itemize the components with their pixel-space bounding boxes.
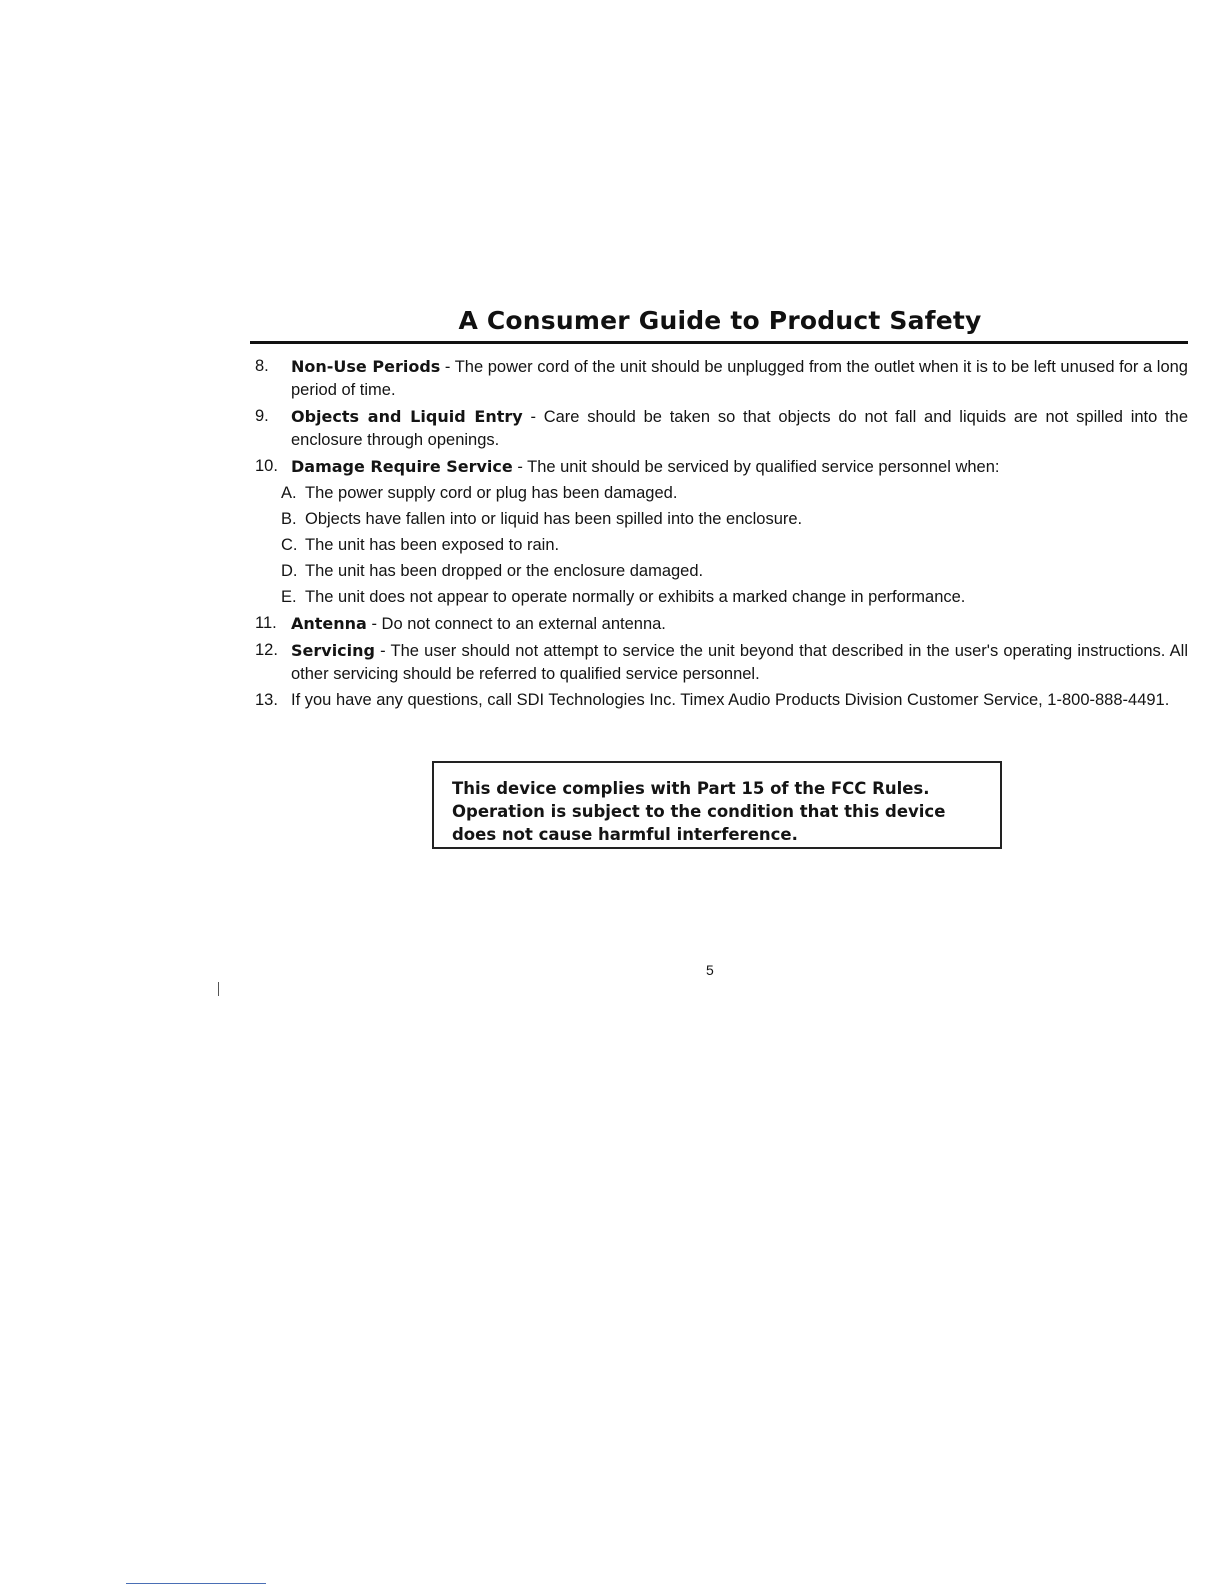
sub-item-letter: D. <box>281 562 298 580</box>
item-term: Damage Require Service <box>291 457 513 476</box>
item-description: - The power cord of the unit should be unplugged from the outlet when it is to be left unused for a long period of time. <box>291 358 1188 399</box>
item-term: Antenna <box>291 614 367 633</box>
list-item-10 <box>255 455 1188 609</box>
fcc-notice-box <box>432 761 1002 849</box>
sub-item-letter: A. <box>281 484 297 502</box>
safety-list <box>255 355 1188 715</box>
sub-item-b <box>281 508 1188 531</box>
sub-item-text: Objects have fallen into or liquid has been spilled into the enclosure. <box>305 510 803 528</box>
item-description: - The user should not attempt to service the unit beyond that described in the user's operating instructions. All other servicing should be referred to qualified service personnel. <box>291 642 1188 683</box>
page-title: A Consumer Guide to Product Safety <box>458 306 982 335</box>
page-number: 5 <box>706 962 714 978</box>
list-item-9 <box>255 405 1188 452</box>
sub-item-e <box>281 586 1188 609</box>
list-item-13 <box>255 689 1188 712</box>
sub-item-a <box>281 482 1188 505</box>
item-description: If you have any questions, call SDI Technologies Inc. Timex Audio Products Division Customer Service, 1-800-888-4491. <box>291 691 1170 709</box>
item-description: - Care should be taken so that objects do not fall and liquids are not spilled into the enclosure through openings. <box>291 408 1188 449</box>
item-text <box>291 612 1188 636</box>
item-number: 9. <box>255 407 269 425</box>
item-number: 12. <box>255 641 278 659</box>
list-item-12 <box>255 639 1188 686</box>
item-text <box>291 405 1188 452</box>
item-text <box>291 455 1188 479</box>
sub-item-letter: B. <box>281 510 297 528</box>
item-number: 8. <box>255 357 269 375</box>
item-term: Non-Use Periods <box>291 357 441 376</box>
fcc-notice-line: Operation is subject to the condition that this device <box>452 802 946 821</box>
bottom-edge-line <box>126 1583 266 1584</box>
item-description: - The unit should be serviced by qualified service personnel when: <box>512 458 1000 476</box>
sub-item-text: The power supply cord or plug has been damaged. <box>305 484 678 502</box>
sub-item-text: The unit does not appear to operate normally or exhibits a marked change in performance. <box>305 588 966 606</box>
fcc-notice-line: This device complies with Part 15 of the FCC Rules. <box>452 779 930 798</box>
item-text <box>291 639 1188 686</box>
sub-item-d <box>281 560 1188 583</box>
list-item-8 <box>255 355 1188 402</box>
title-divider <box>250 341 1188 344</box>
item-description: - Do not connect to an external antenna. <box>366 615 666 633</box>
item-term: Servicing <box>291 641 375 660</box>
item-text <box>291 689 1188 712</box>
margin-mark <box>218 982 219 996</box>
fcc-notice-line: does not cause harmful interference. <box>452 825 798 844</box>
sub-item-letter: C. <box>281 536 298 554</box>
service-conditions-list <box>281 482 1188 609</box>
item-text <box>291 355 1188 402</box>
list-item-11 <box>255 612 1188 636</box>
item-term: Objects and Liquid Entry <box>291 407 523 426</box>
sub-item-text: The unit has been dropped or the enclosure damaged. <box>305 562 704 580</box>
item-number: 10. <box>255 457 278 475</box>
sub-item-text: The unit has been exposed to rain. <box>305 536 560 554</box>
item-number: 11. <box>255 614 277 632</box>
sub-item-letter: E. <box>281 588 297 606</box>
sub-item-c <box>281 534 1188 557</box>
item-number: 13. <box>255 691 278 709</box>
